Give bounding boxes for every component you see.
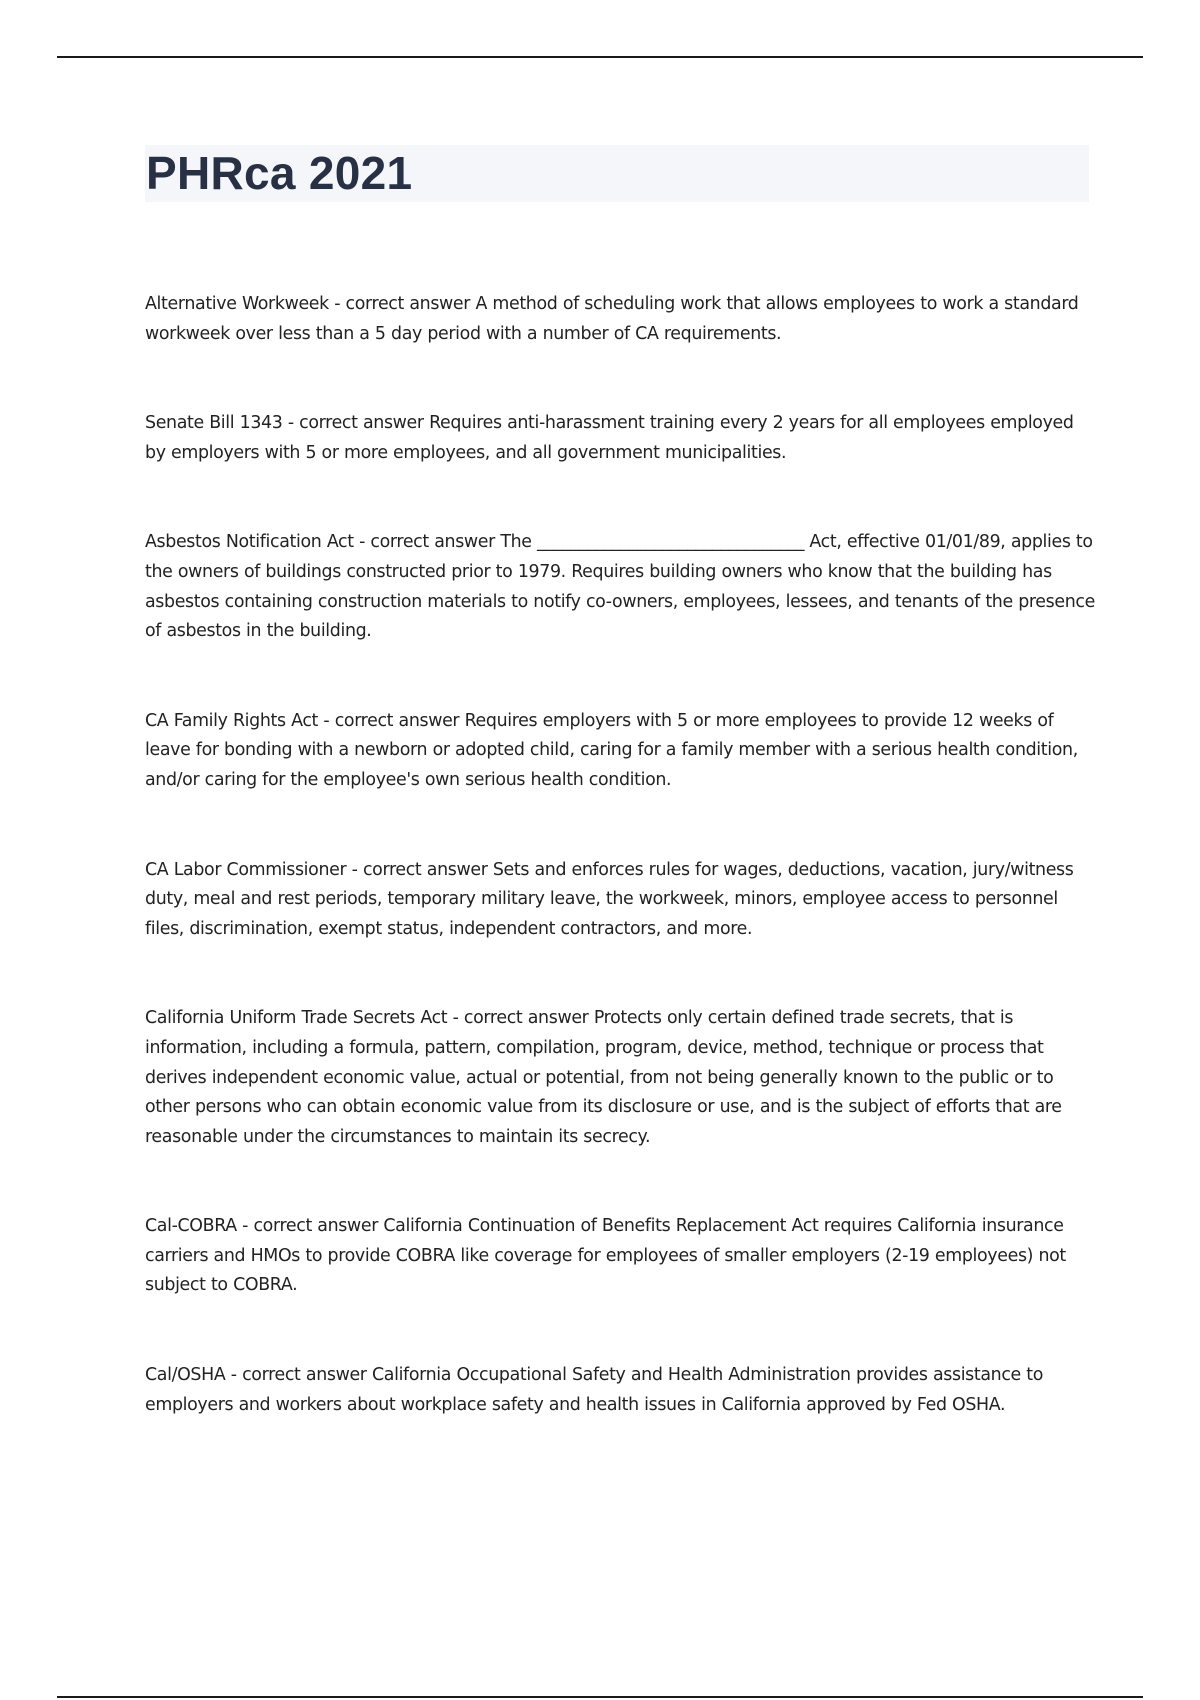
entry-asbestos-notification-act: Asbestos Notification Act - correct answer The ________________________________ Act, effective 01/01/89, applies to the owners of buildings constructed prior to 1979. Requires building owners who know that the building has asbestos containing construction materials to notify co-owners, employees, lessees, and tenants of the presence of asbestos in the building. <box>145 532 1095 642</box>
entry-ca-family-rights-act: CA Family Rights Act - correct answer Requires employers with 5 or more employees to provide 12 weeks of leave for bonding with a newborn or adopted child, caring for a family member with a serious health condition, and/or caring for the employee's own serious health condition. <box>145 710 1078 790</box>
document-title: PHRca 2021 <box>146 147 413 199</box>
entry-alternative-workweek: Alternative Workweek - correct answer A method of scheduling work that allows employees to work a standard workweek over less than a 5 day period with a number of CA requirements. <box>145 294 1079 344</box>
entry-uniform-trade-secrets-act: California Uniform Trade Secrets Act - correct answer Protects only certain defined trade secrets, that is information, including a formula, pattern, compilation, program, device, method, technique or process that derives independent economic value, actual or potential, from not being generally known to the public or to other persons who can obtain economic value from its disclosure or use, and is the subject of efforts that are reasonable under the circumstances to maintain its secrecy. <box>145 1008 1062 1147</box>
entry-senate-bill-1343: Senate Bill 1343 - correct answer Requires anti-harassment training every 2 years for all employees employed by employers with 5 or more employees, and all government municipalities. <box>145 413 1074 463</box>
flashcard-list <box>145 290 1095 1480</box>
bottom-rule <box>57 1696 1143 1698</box>
entry-ca-labor-commissioner: CA Labor Commissioner - correct answer Sets and enforces rules for wages, deductions, vacation, jury/witness duty, meal and rest periods, temporary military leave, the workweek, minors, employee access to personnel files, discrimination, exempt status, independent contractors, and more. <box>145 859 1074 939</box>
entry-cal-osha: Cal/OSHA - correct answer California Occupational Safety and Health Administration provides assistance to employers and workers about workplace safety and health issues in California approved by Fed OSHA. <box>145 1365 1044 1415</box>
entry-cal-cobra: Cal-COBRA - correct answer California Continuation of Benefits Replacement Act requires California insurance carriers and HMOs to provide COBRA like coverage for employees of smaller employers (2-19 employees) not subject to COBRA. <box>145 1216 1066 1296</box>
top-rule <box>57 56 1143 58</box>
